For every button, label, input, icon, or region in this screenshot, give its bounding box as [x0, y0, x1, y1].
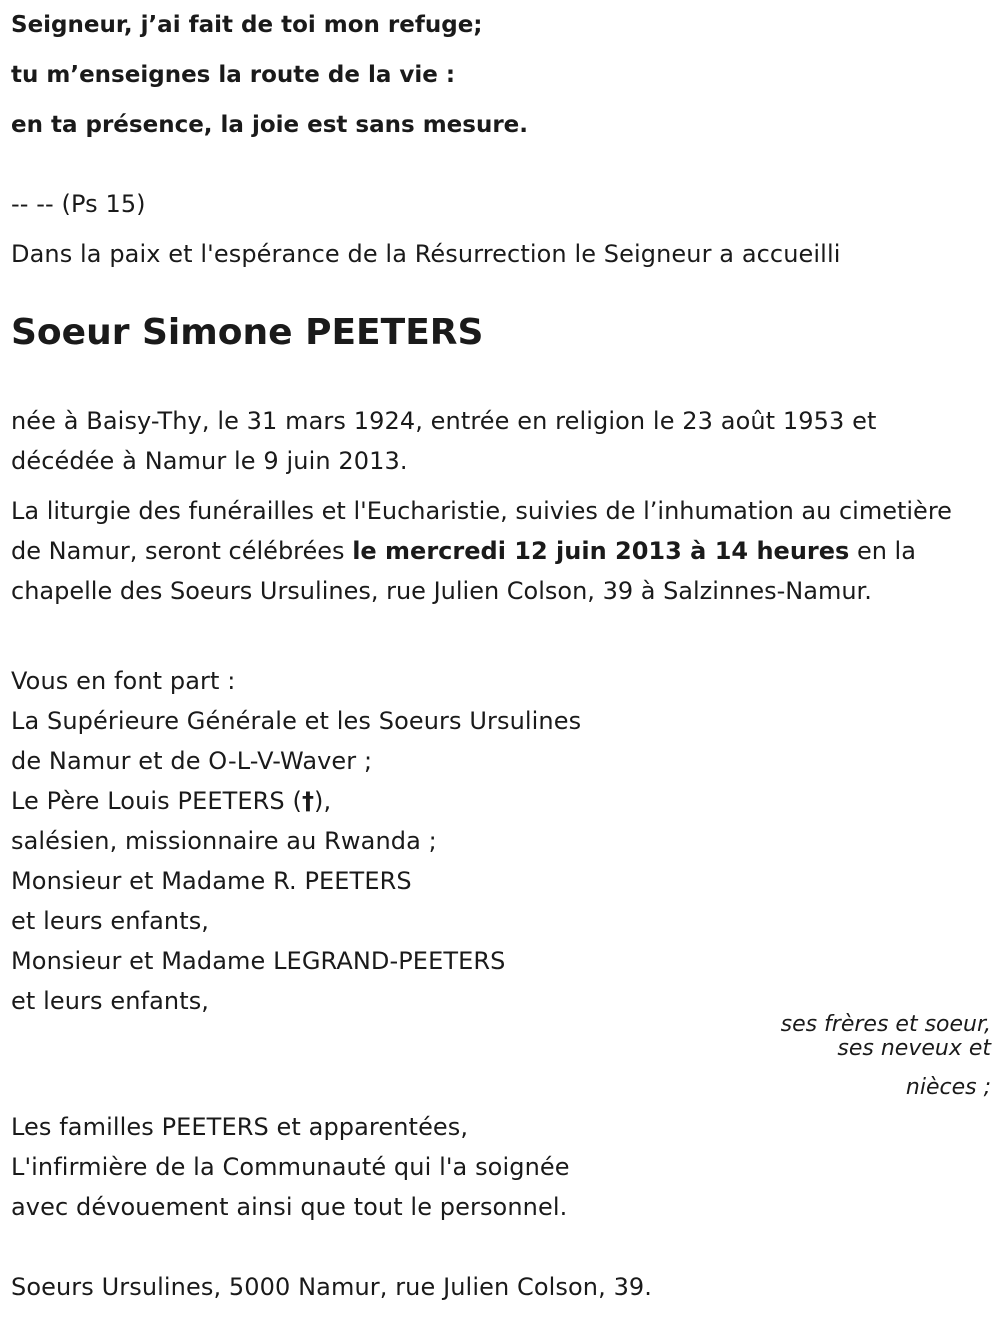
psalm-reference: -- -- (Ps 15)	[11, 190, 146, 218]
address-line: Soeurs Ursulines, 5000 Namur, rue Julien Colson, 39.	[11, 1273, 653, 1301]
verse-line-3: en ta présence, la joie est sans mesure.	[11, 112, 529, 138]
funeral-text-before: La liturgie des funérailles et l'Eucharistie, suivies de l’inhumation au cimetière de Namur, seront célébrées	[11, 497, 952, 565]
announcer-line-7: Monsieur et Madame LEGRAND-PEETERS	[11, 947, 506, 975]
verse-line-1: Seigneur, j’ai fait de toi mon refuge;	[11, 12, 483, 38]
funeral-paragraph	[11, 491, 971, 611]
announcer-line-3-b: ),	[314, 787, 332, 815]
others-line-2: L'infirmière de la Communauté qui l'a soignée	[11, 1153, 570, 1181]
announcers-intro: Vous en font part :	[11, 667, 236, 695]
deceased-name: Soeur Simone PEETERS	[11, 312, 484, 353]
announcer-line-3-a: Le Père Louis PEETERS (	[11, 787, 302, 815]
announcer-line-5: Monsieur et Madame R. PEETERS	[11, 867, 412, 895]
birth-line-2: décédée à Namur le 9 juin 2013.	[11, 447, 408, 475]
announcer-line-3	[11, 787, 331, 815]
birth-line-1: née à Baisy-Thy, le 31 mars 1924, entrée en religion le 23 août 1953 et	[11, 407, 877, 435]
relation-line-1: ses frères et soeur,	[780, 1012, 991, 1037]
funeral-text-after: en la chapelle des Soeurs Ursulines, rue Julien Colson, 39 à Salzinnes-Namur.	[11, 537, 916, 605]
cross-icon: †	[301, 787, 315, 815]
announcer-line-8: et leurs enfants,	[11, 987, 210, 1015]
verse-line-2: tu m’enseignes la route de la vie :	[11, 62, 456, 88]
relation-line-3: nièces ;	[905, 1075, 991, 1100]
announcer-line-4: salésien, missionnaire au Rwanda ;	[11, 827, 437, 855]
announcer-line-6: et leurs enfants,	[11, 907, 210, 935]
others-line-3: avec dévouement ainsi que tout le personnel.	[11, 1193, 568, 1221]
others-line-1: Les familles PEETERS et apparentées,	[11, 1113, 469, 1141]
relation-line-2: ses neveux et	[837, 1036, 991, 1061]
announcer-line-1: La Supérieure Générale et les Soeurs Ursulines	[11, 707, 582, 735]
announcer-line-2: de Namur et de O-L-V-Waver ;	[11, 747, 373, 775]
funeral-date: le mercredi 12 juin 2013 à 14 heures	[352, 537, 850, 565]
intro-text: Dans la paix et l'espérance de la Résurrection le Seigneur a accueilli	[11, 240, 841, 268]
